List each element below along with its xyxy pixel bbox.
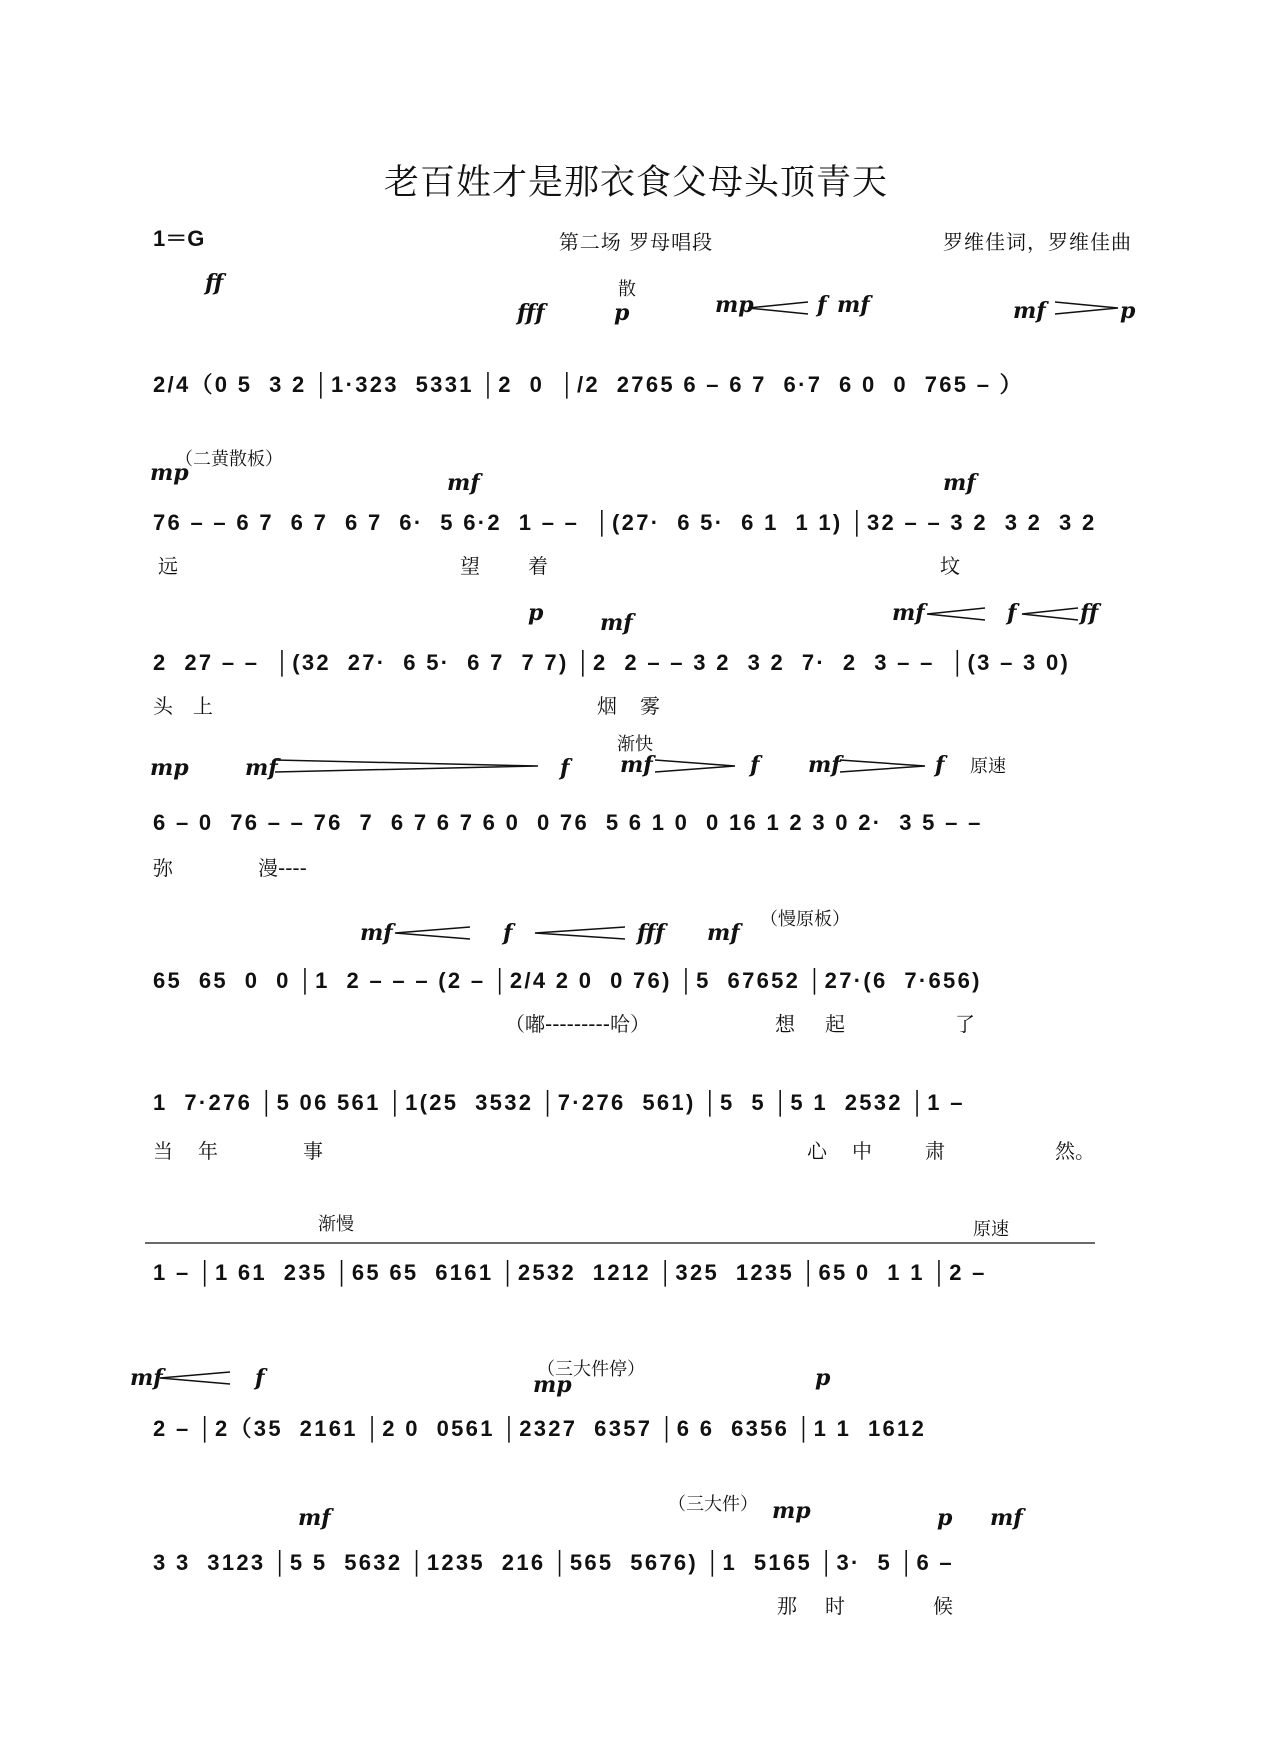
scene-subtitle: 第二场 罗母唱段 [558, 230, 714, 254]
lyric-char: 肃 [925, 1139, 945, 1163]
lyric-char: 当 [153, 1139, 173, 1163]
lyric-char: 了 [955, 1012, 975, 1036]
dynamic-f: f [935, 752, 945, 778]
dynamic-mp: mp [533, 1372, 572, 1398]
lyric-char: 然。 [1055, 1139, 1095, 1163]
lyric-char: 望 [460, 554, 480, 578]
lyricist-composer-credit: 罗维佳词，罗维佳曲 [943, 230, 1132, 254]
lyric-char: 时 [825, 1594, 845, 1618]
dynamic-mf: mf [130, 1365, 163, 1391]
lyric-char: 弥 [153, 856, 173, 880]
lyrics-line [0, 1008, 1272, 1034]
jianpu-notes: 2 27 – – │(32 27· 6 5· 6 7 7 7) │2 2 – – 3 2 3 2 7· 2 3 – – │(3 – 3 0) [153, 650, 1071, 675]
dynamic-mp: mp [150, 460, 189, 486]
lyrics-line [0, 1590, 1272, 1616]
dynamic-mf: mf [360, 920, 393, 946]
dynamic-mf: mf [600, 610, 633, 636]
lyrics-line [0, 690, 1272, 716]
lyric-char: 想 [775, 1012, 795, 1036]
lyric-char: 事 [303, 1139, 323, 1163]
section-label-erhuang-sanban: （二黄散板） [175, 449, 283, 470]
lyric-char: 心 [807, 1139, 827, 1163]
lyric-char: 起 [825, 1012, 845, 1036]
dynamic-mf: mf [1013, 298, 1046, 324]
ritardando-line [0, 1240, 1272, 1260]
lyric-char: 雾 [640, 694, 660, 718]
lyrics-line [0, 1135, 1272, 1161]
jianpu-notes: 3 3 3123 │5 5 5632 │1235 216 │565 5676) │1 5165 │3· 5 │6 – [153, 1550, 954, 1575]
dynamic-f: f [255, 1365, 265, 1391]
lyric-char: 那 [777, 1594, 797, 1618]
dynamic-mp: mp [150, 755, 189, 781]
tempo-marking-san: 散 [618, 279, 636, 300]
section-label-sandajian: （三大件） [668, 1494, 758, 1515]
hairpin-marks [0, 1370, 1272, 1390]
jianpu-notes: 76 – – 6 7 6 7 6 7 6· 5 6·2 1 – – │(27· 6 5· 6 1 1 1) │32 – – 3 2 3 2 3 2 [153, 510, 1097, 535]
jianpu-notes: 65 65 0 0 │1 2 – – – (2 – │2/4 2 0 0 76) │5 67652 │27·(6 7·656) [153, 968, 982, 993]
tempo-marking-yuansu: 原速 [970, 756, 1006, 777]
dynamic-mf: mf [298, 1505, 331, 1531]
lyric-char: 候 [933, 1594, 953, 1618]
tempo-marking-jiankuai: 渐快 [617, 734, 653, 755]
lyric-char: 漫---- [258, 856, 307, 880]
lyric-char: 着 [528, 554, 548, 578]
dynamic-mf: mf [447, 470, 480, 496]
hairpin-marks [0, 758, 1272, 778]
lyric-char: 烟 [597, 694, 617, 718]
jianpu-notes: 2 – │2（35 2161 │2 0 0561 │2327 6357 │6 6 6356 │1 1 1612 [153, 1416, 927, 1441]
dynamic-mf: mf [245, 755, 278, 781]
lyric-char: 远 [158, 554, 178, 578]
hairpin-marks [0, 606, 1272, 626]
dynamic-ff: ff [205, 270, 224, 296]
dynamic-f: f [817, 292, 827, 318]
lyric-char: 上 [193, 694, 213, 718]
tempo-marking-jianman: 渐慢 [318, 1214, 354, 1235]
dynamic-f: f [560, 755, 570, 781]
score-title: 老百姓才是那衣食父母头顶青天 [383, 163, 888, 203]
dynamic-f: f [1007, 600, 1017, 626]
dynamic-mf: mf [943, 470, 976, 496]
dynamic-p: p [528, 600, 544, 626]
dynamic-f: f [750, 752, 760, 778]
dynamic-mf: mf [707, 920, 740, 946]
section-label-man-yuanban: （慢原板） [760, 909, 850, 930]
dynamic-p: p [1120, 298, 1136, 324]
lyric-char: 年 [198, 1139, 218, 1163]
dynamic-mf: mf [837, 292, 870, 318]
lyrics-line [0, 852, 1272, 878]
hairpin-marks [0, 300, 1272, 320]
jianpu-notes: 6 – 0 76 – – 76 7 6 7 6 7 6 0 0 76 5 6 1 0 0 16 1 2 3 0 2· 3 5 – – [153, 810, 983, 835]
lyrics-line [0, 550, 1272, 576]
dynamic-mp: mp [772, 1498, 811, 1524]
lyric-char: 头 [153, 694, 173, 718]
dynamic-p: p [815, 1365, 831, 1391]
dynamic-p: p [614, 300, 630, 326]
dynamic-fff: fff [637, 920, 665, 946]
dynamic-f: f [503, 920, 513, 946]
dynamic-mf: mf [620, 752, 653, 778]
tempo-marking-yuansu: 原速 [973, 1219, 1009, 1240]
jianpu-notes: 1 – │1 61 235 │65 65 6161 │2532 1212 │325 1235 │65 0 1 1 │2 – [153, 1260, 987, 1285]
hairpin-marks [0, 925, 1272, 945]
dynamic-mf: mf [808, 752, 841, 778]
lyric-char: （嘟---------哈） [505, 1012, 650, 1036]
dynamic-mf: mf [892, 600, 925, 626]
jianpu-notes: 2/4（0 5 3 2 │1·323 5331 │2 0 │/2 2765 6 – 6 7 6·7 6 0 0 765 – ） [153, 372, 1024, 397]
lyric-char: 中 [852, 1139, 872, 1163]
key-signature: 1＝G [153, 226, 205, 251]
dynamic-ff: ff [1080, 600, 1099, 626]
jianpu-notes: 1 7·276 │5 06 561 │1(25 3532 │7·276 561) │5 5 │5 1 2532 │1 – [153, 1090, 965, 1115]
section-label-sandajian-ting: （三大件停） [537, 1359, 645, 1380]
dynamic-p: p [937, 1505, 953, 1531]
dynamic-fff: fff [517, 300, 545, 326]
dynamic-mf: mf [990, 1505, 1023, 1531]
lyric-char: 坟 [940, 554, 960, 578]
dynamic-mp: mp [715, 292, 754, 318]
